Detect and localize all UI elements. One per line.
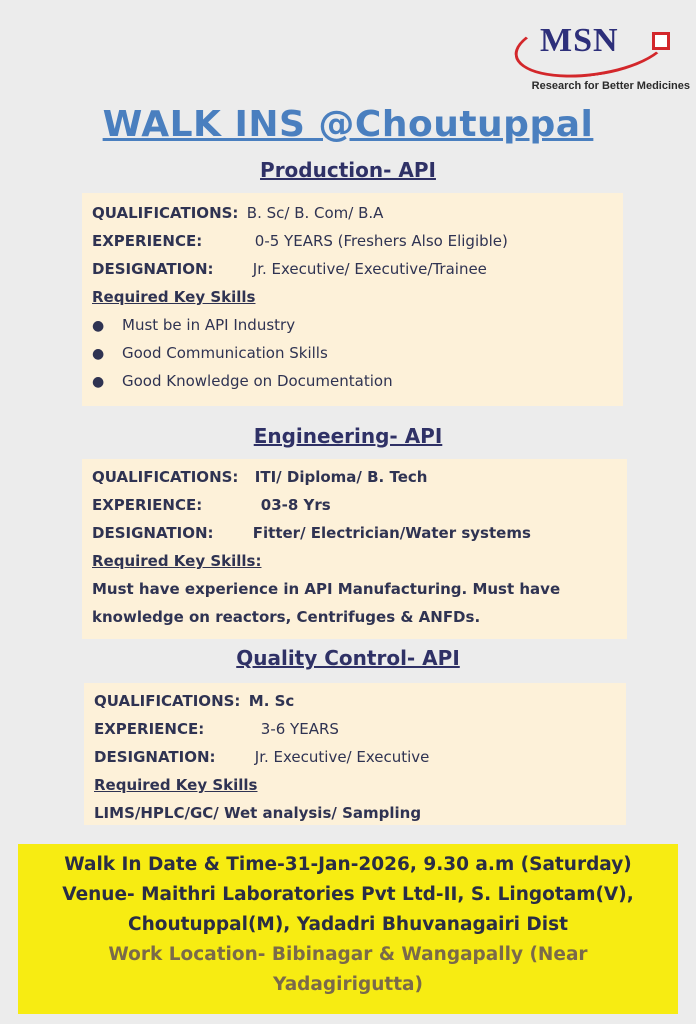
experience-label: EXPERIENCE: xyxy=(94,720,205,738)
logo-text: MSN xyxy=(540,22,619,59)
skills-description: Must have experience in API Manufacturing. Must have knowledge on reactors, Centrifuges & ANFDs. xyxy=(92,580,561,626)
designation-value: Fitter/ Electrician/Water systems xyxy=(252,524,531,542)
qualifications-row xyxy=(94,692,294,710)
logo-tagline: Research for Better Medicines xyxy=(531,80,690,92)
walk-in-details-banner xyxy=(18,844,678,1014)
qualifications-value: ITI/ Diploma/ B. Tech xyxy=(254,468,428,486)
experience-value: 3-6 YEARS xyxy=(260,720,339,738)
skills-heading: Required Key Skills: xyxy=(92,552,262,570)
qualifications-row xyxy=(92,468,427,486)
logo-square-icon xyxy=(652,32,670,50)
walk-in-date-time: Walk In Date & Time-31-Jan-2026, 9.30 a.m (Saturday) xyxy=(64,854,632,875)
designation-row xyxy=(94,748,429,766)
designation-label: DESIGNATION: xyxy=(92,524,214,542)
section-title-production: Production- API xyxy=(260,158,436,182)
work-location-line-1: Work Location- Bibinagar & Wangapally (Near xyxy=(108,944,588,965)
bullet-icon: ● xyxy=(92,374,105,390)
qualifications-value: M. Sc xyxy=(248,692,295,710)
msn-logo xyxy=(512,6,690,98)
designation-value: Jr. Executive/ Executive xyxy=(254,748,430,766)
qualifications-row xyxy=(92,204,383,222)
section-title-engineering: Engineering- API xyxy=(253,424,443,448)
skill-item: ● Good Communication Skills xyxy=(92,344,328,362)
venue-line-1: Venue- Maithri Laboratories Pvt Ltd-II, S. Lingotam(V), xyxy=(62,884,634,905)
qualifications-value: B. Sc/ B. Com/ B.A xyxy=(246,204,384,222)
experience-row xyxy=(94,720,339,738)
designation-label: DESIGNATION: xyxy=(92,260,214,278)
skills-heading: Required Key Skills xyxy=(94,776,258,794)
designation-row xyxy=(92,260,487,278)
work-location-line-2: Yadagirigutta) xyxy=(273,974,423,995)
quality-control-card xyxy=(84,683,626,825)
venue-line-2: Choutuppal(M), Yadadri Bhuvanagairi Dist xyxy=(128,914,568,935)
skills-heading: Required Key Skills xyxy=(92,288,256,306)
skills-description: LIMS/HPLC/GC/ Wet analysis/ Sampling xyxy=(94,804,422,822)
designation-value: Jr. Executive/ Executive/Trainee xyxy=(252,260,487,278)
designation-label: DESIGNATION: xyxy=(94,748,216,766)
bullet-icon: ● xyxy=(92,346,105,362)
production-card xyxy=(82,193,623,406)
section-title-quality-control: Quality Control- API xyxy=(236,646,460,670)
experience-value: 03-8 Yrs xyxy=(260,496,331,514)
experience-row xyxy=(92,496,331,514)
experience-label: EXPERIENCE: xyxy=(92,496,203,514)
qualifications-label: QUALIFICATIONS: xyxy=(94,692,241,710)
qualifications-label: QUALIFICATIONS: xyxy=(92,204,239,222)
experience-row xyxy=(92,232,508,250)
qualifications-label: QUALIFICATIONS: xyxy=(92,468,239,486)
skill-item: ● Must be in API Industry xyxy=(92,316,296,334)
designation-row xyxy=(92,524,531,542)
bullet-icon: ● xyxy=(92,318,105,334)
experience-label: EXPERIENCE: xyxy=(92,232,203,250)
page-title: WALK INS @Choutuppal xyxy=(102,104,594,145)
skill-item: ● Good Knowledge on Documentation xyxy=(92,372,393,390)
experience-value: 0-5 YEARS (Freshers Also Eligible) xyxy=(254,232,508,250)
engineering-card xyxy=(82,459,627,639)
